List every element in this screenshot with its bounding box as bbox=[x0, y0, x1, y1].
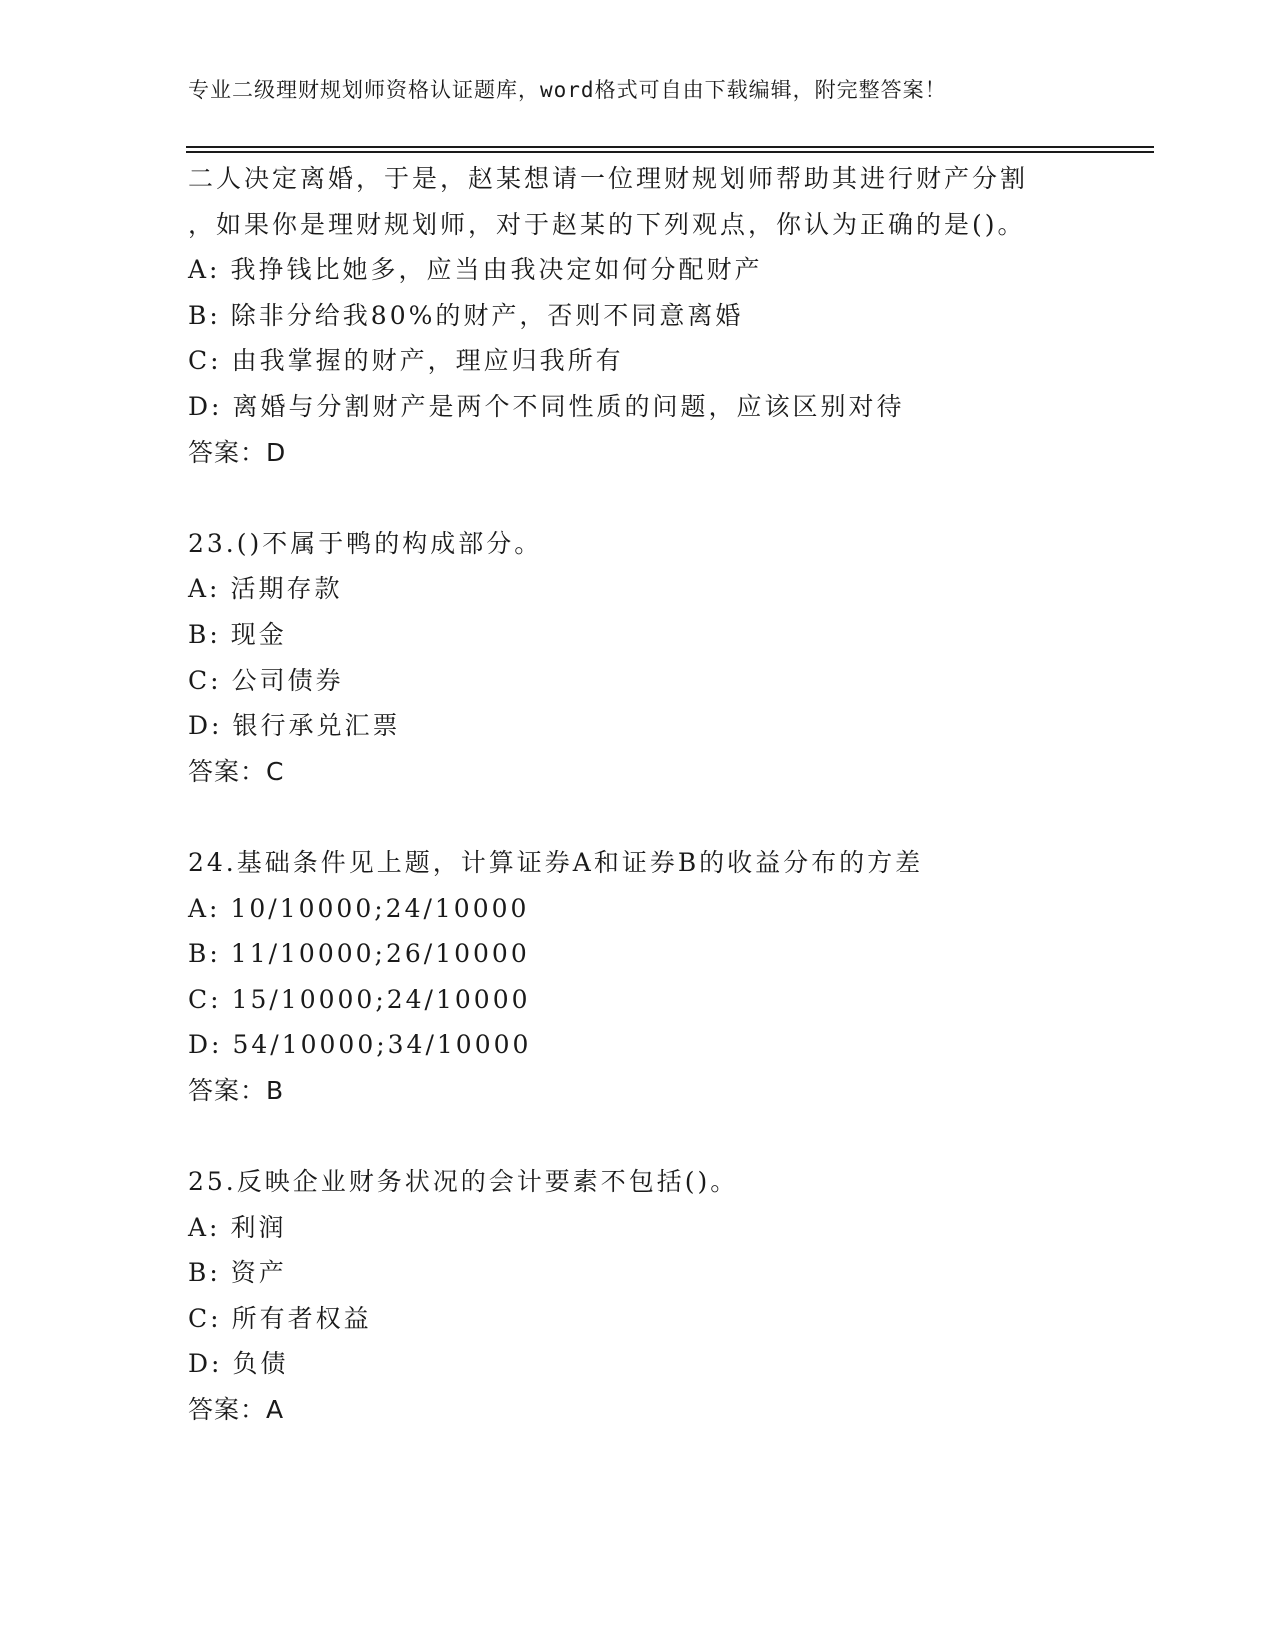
option-key: A: bbox=[188, 574, 221, 604]
option-key: B: bbox=[188, 1258, 221, 1288]
question-stem: ，如果你是理财规划师，对于赵某的下列观点，你认为正确的是()。 bbox=[188, 209, 1026, 239]
option-a bbox=[188, 247, 1148, 293]
option-b bbox=[188, 293, 1148, 339]
option-text: 15/10000;24/10000 bbox=[231, 984, 531, 1014]
question-stem: 25.反映企业财务状况的会计要素不包括()。 bbox=[188, 1167, 739, 1197]
option-key: B: bbox=[188, 300, 221, 330]
question-block bbox=[188, 1159, 1148, 1433]
option-b bbox=[188, 931, 1148, 977]
option-key: A: bbox=[188, 893, 221, 923]
option-c bbox=[188, 338, 1148, 384]
question-block bbox=[188, 840, 1148, 1114]
option-text: 公司债券 bbox=[231, 665, 344, 695]
option-c bbox=[188, 658, 1148, 704]
option-text: 负债 bbox=[232, 1349, 289, 1379]
header-rule-top bbox=[186, 146, 1154, 148]
question-stem: 23.()不属于鸭的构成部分。 bbox=[188, 528, 543, 558]
option-c bbox=[188, 1296, 1148, 1342]
question-stem: 二人决定离婚，于是，赵某想请一位理财规划师帮助其进行财产分割 bbox=[188, 164, 1029, 193]
option-d bbox=[188, 1341, 1148, 1387]
option-text: 我挣钱比她多，应当由我决定如何分配财产 bbox=[230, 255, 763, 285]
option-key: A: bbox=[188, 255, 221, 285]
option-text: 银行承兑汇票 bbox=[232, 711, 401, 741]
option-key: B: bbox=[188, 939, 221, 969]
option-text: 利润 bbox=[230, 1212, 287, 1242]
spacer bbox=[188, 475, 1148, 521]
page-header: 专业二级理财规划师资格认证题库，word格式可自由下载编辑，附完整答案！ bbox=[188, 78, 947, 102]
option-a bbox=[188, 1205, 1148, 1251]
option-d bbox=[188, 384, 1148, 430]
option-text: 54/10000;34/10000 bbox=[232, 1030, 532, 1060]
option-text: 活期存款 bbox=[230, 574, 343, 604]
option-key: D: bbox=[188, 391, 223, 421]
option-b bbox=[188, 1250, 1148, 1296]
option-key: C: bbox=[188, 346, 222, 376]
option-text: 除非分给我80%的财产，否则不同意离婚 bbox=[230, 300, 744, 330]
option-key: D: bbox=[188, 711, 223, 741]
option-text: 资产 bbox=[230, 1258, 287, 1288]
option-d bbox=[188, 1022, 1148, 1068]
question-list bbox=[188, 156, 1148, 1433]
option-key: C: bbox=[188, 984, 222, 1014]
answer-line: 答案：C bbox=[188, 756, 285, 786]
option-text: 10/10000;24/10000 bbox=[230, 893, 530, 923]
option-key: C: bbox=[188, 1303, 222, 1333]
option-key: D: bbox=[188, 1030, 223, 1060]
answer-line: 答案：B bbox=[188, 1075, 285, 1105]
option-c bbox=[188, 977, 1148, 1023]
answer-line: 答案：A bbox=[188, 1395, 285, 1425]
option-text: 离婚与分割财产是两个不同性质的问题，应该区别对待 bbox=[232, 391, 905, 421]
spacer bbox=[188, 1113, 1148, 1159]
option-text: 现金 bbox=[230, 619, 287, 649]
option-key: D: bbox=[188, 1349, 223, 1379]
answer-line: 答案：D bbox=[188, 437, 287, 467]
option-key: B: bbox=[188, 619, 221, 649]
option-b bbox=[188, 612, 1148, 658]
question-block bbox=[188, 156, 1148, 475]
option-d bbox=[188, 703, 1148, 749]
header-rule-bottom bbox=[186, 151, 1154, 153]
option-text: 11/10000;26/10000 bbox=[230, 939, 530, 969]
option-key: A: bbox=[188, 1212, 221, 1242]
option-a bbox=[188, 886, 1148, 932]
option-text: 由我掌握的财产，理应归我所有 bbox=[231, 346, 624, 376]
option-a bbox=[188, 566, 1148, 612]
option-key: C: bbox=[188, 665, 222, 695]
question-stem: 24.基础条件见上题，计算证券A和证券B的收益分布的方差 bbox=[188, 847, 924, 877]
question-block bbox=[188, 521, 1148, 795]
option-text: 所有者权益 bbox=[231, 1303, 372, 1333]
spacer bbox=[188, 794, 1148, 840]
